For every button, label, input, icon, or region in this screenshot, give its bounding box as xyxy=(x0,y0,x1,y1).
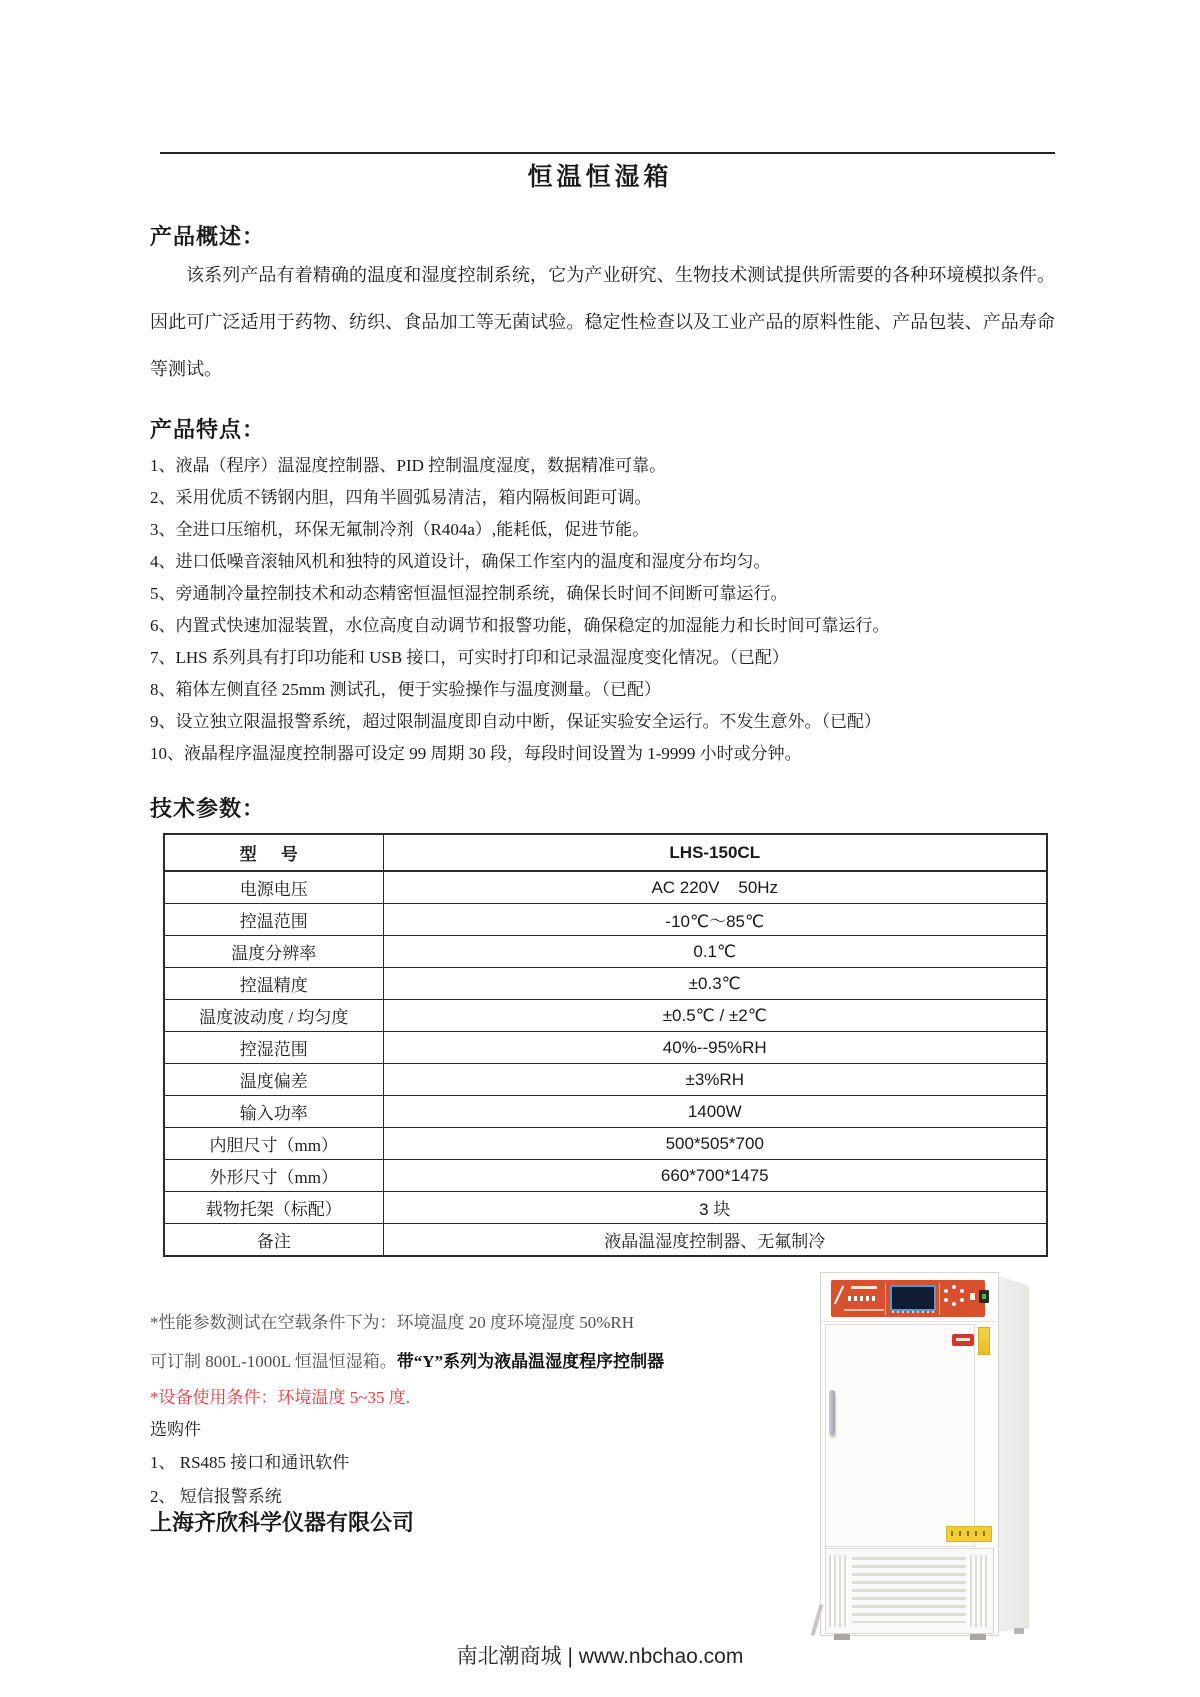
spec-label-cell: 温度偏差 xyxy=(164,1064,383,1096)
notes-block xyxy=(150,1312,790,1538)
top-rule xyxy=(160,152,1055,154)
power-indicator xyxy=(982,1294,986,1299)
feature-list xyxy=(150,456,1060,776)
footer-text: 南北潮商城 | www.nbchao.com xyxy=(456,1645,744,1668)
feature-item: 9、设立独立限温报警系统，超过限制温度即自动中断，保证实验安全运行。不发生意外。（已配） xyxy=(150,712,881,731)
feature-item: 7、LHS 系列具有打印功能和 USB 接口，可实时打印和记录温湿度变化情况。（已配） xyxy=(150,648,789,667)
spec-header-row xyxy=(164,834,1047,871)
spec-row xyxy=(164,936,1047,968)
cabinet-side-panel xyxy=(996,1275,1029,1632)
panel-divider xyxy=(939,1282,940,1315)
spec-label-cell: 温度分辨率 xyxy=(164,936,383,968)
vent-slats-right xyxy=(970,1555,988,1627)
cabinet-foot xyxy=(1014,1628,1024,1634)
spec-label-cell: 控温范围 xyxy=(164,904,383,936)
spec-row xyxy=(164,1160,1047,1192)
power-switch xyxy=(979,1290,989,1303)
panel-divider xyxy=(885,1282,886,1315)
panel-key xyxy=(960,1289,964,1293)
side-sticker xyxy=(978,1327,990,1355)
note-custom-gray: 可订制 800L-1000L 恒温恒湿箱。 xyxy=(150,1352,397,1371)
spec-label-cell: 控湿范围 xyxy=(164,1032,383,1064)
door-handle xyxy=(829,1390,835,1436)
option-item: 2、 短信报警系统 xyxy=(150,1487,282,1506)
note-test-condition: *性能参数测试在空载条件下为：环境温度 20 度环境湿度 50%RH xyxy=(150,1313,635,1332)
spec-label-cell: 备注 xyxy=(164,1224,383,1257)
note-usage-condition: *设备使用条件：环境温度 5~35 度. xyxy=(150,1388,410,1407)
feature-item: 4、进口低噪音滚轴风机和独特的风道设计，确保工作室内的温度和湿度分布均匀。 xyxy=(150,552,771,571)
spec-row xyxy=(164,1192,1047,1224)
spec-label-cell: 控温精度 xyxy=(164,968,383,1000)
overview-paragraph: 该系列产品有着精确的温度和湿度控制系统，它为产业研究、生物技术测试提供所需要的各种环境模拟条件。因此可广泛适用于药物、纺织、食品加工等无菌试验。稳定性检查以及工业产品的原料性能、产品包装、产品寿命等测试。 xyxy=(150,265,1055,379)
specs-heading: 技术参数： xyxy=(150,796,266,821)
spec-value-cell: ±0.3℃ xyxy=(383,968,1047,1000)
panel-model-text xyxy=(851,1286,877,1289)
spec-label-cell: 内胆尺寸（mm） xyxy=(164,1128,383,1160)
option-item: 1、 RS485 接口和通讯软件 xyxy=(150,1453,350,1472)
spec-value-cell: 40%--95%RH xyxy=(383,1032,1047,1064)
company-name: 上海齐欣科学仪器有限公司 xyxy=(150,1510,415,1535)
lcd-tick-row xyxy=(892,1311,934,1313)
control-panel xyxy=(831,1280,985,1317)
panel-key xyxy=(944,1298,948,1302)
feature-item: 6、内置式快速加湿装置，水位高度自动调节和报警功能，确保稳定的加湿能力和长时间可靠运行。 xyxy=(150,616,890,635)
page-title: 恒温恒湿箱 xyxy=(527,164,673,191)
spec-label-cell: 温度波动度 / 均匀度 xyxy=(164,1000,383,1032)
spec-value-cell: 660*700*1475 xyxy=(383,1160,1047,1192)
spec-row xyxy=(164,968,1047,1000)
vent-louvers xyxy=(852,1557,966,1623)
spec-value-cell: ±0.5℃ / ±2℃ xyxy=(383,1000,1047,1032)
feature-item: 10、液晶程序温湿度控制器可设定 99 周期 30 段，每段时间设置为 1-9999 小时或分钟。 xyxy=(150,744,802,763)
spec-row xyxy=(164,1096,1047,1128)
panel-subtext xyxy=(844,1309,884,1311)
feature-item: 3、全进口压缩机，环保无氟制冷剂（R404a）,能耗低，促进节能。 xyxy=(150,520,650,539)
spec-label-cell: 输入功率 xyxy=(164,1096,383,1128)
spec-row xyxy=(164,904,1047,936)
note-custom-order xyxy=(150,1351,790,1373)
feature-item: 2、采用优质不锈钢内胆，四角半圆弧易清洁，箱内隔板间距可调。 xyxy=(150,488,652,507)
options-heading: 选购件 xyxy=(150,1420,201,1439)
spec-label-cell: 外形尺寸（mm） xyxy=(164,1160,383,1192)
overview-heading: 产品概述： xyxy=(150,224,266,249)
panel-key xyxy=(952,1285,956,1289)
spec-value-cell: 0.1℃ xyxy=(383,936,1047,968)
vent-section xyxy=(825,1548,994,1634)
product-photo xyxy=(820,1272,1032,1642)
spec-value-cell: 1400W xyxy=(383,1096,1047,1128)
vent-slats-left xyxy=(829,1555,846,1627)
spec-value-cell: -10℃～85℃ xyxy=(383,904,1047,936)
spec-row xyxy=(164,1224,1047,1257)
panel-indicator-row xyxy=(848,1296,878,1301)
feature-item: 1、液晶（程序）温湿度控制器、PID 控制温度湿度，数据精准可靠。 xyxy=(150,456,667,475)
spec-value-cell: ±3%RH xyxy=(383,1064,1047,1096)
spec-value-cell: 500*505*700 xyxy=(383,1128,1047,1160)
panel-reflection xyxy=(834,1286,844,1305)
spec-row xyxy=(164,1064,1047,1096)
warning-label xyxy=(946,1526,992,1542)
note-custom-black: 带“Y”系列为液晶温湿度程序控制器 xyxy=(396,1352,665,1371)
panel-key xyxy=(960,1298,964,1302)
spec-table xyxy=(163,833,1048,1257)
spec-value-cell: 3 块 xyxy=(383,1192,1047,1224)
feature-item: 5、旁通制冷量控制技术和动态精密恒温恒湿控制系统，确保长时间不间断可靠运行。 xyxy=(150,584,788,603)
features-heading: 产品特点： xyxy=(150,417,266,442)
cabinet-door xyxy=(825,1324,975,1547)
feature-item: 8、箱体左侧直径 25mm 测试孔，便于实验操作与温度测量。（已配） xyxy=(150,680,661,699)
cabinet-top-seam xyxy=(821,1321,996,1322)
panel-key xyxy=(944,1289,948,1293)
spec-model-label: 型 号 xyxy=(164,834,383,871)
spec-row xyxy=(164,1128,1047,1160)
spec-value-cell: 液晶温湿度控制器、无氟制冷 xyxy=(383,1224,1047,1257)
panel-side-label xyxy=(970,1293,975,1300)
spec-row xyxy=(164,1032,1047,1064)
spec-model-value: LHS-150CL xyxy=(383,834,1047,871)
site-footer xyxy=(0,1640,1200,1670)
spec-row xyxy=(164,871,1047,904)
brand-badge xyxy=(952,1334,974,1346)
spec-label-cell: 电源电压 xyxy=(164,871,383,904)
lcd-screen xyxy=(890,1285,936,1311)
panel-key xyxy=(952,1302,956,1306)
spec-label-cell: 载物托架（标配） xyxy=(164,1192,383,1224)
spec-value-cell: AC 220V 50Hz xyxy=(383,871,1047,904)
spec-row xyxy=(164,1000,1047,1032)
